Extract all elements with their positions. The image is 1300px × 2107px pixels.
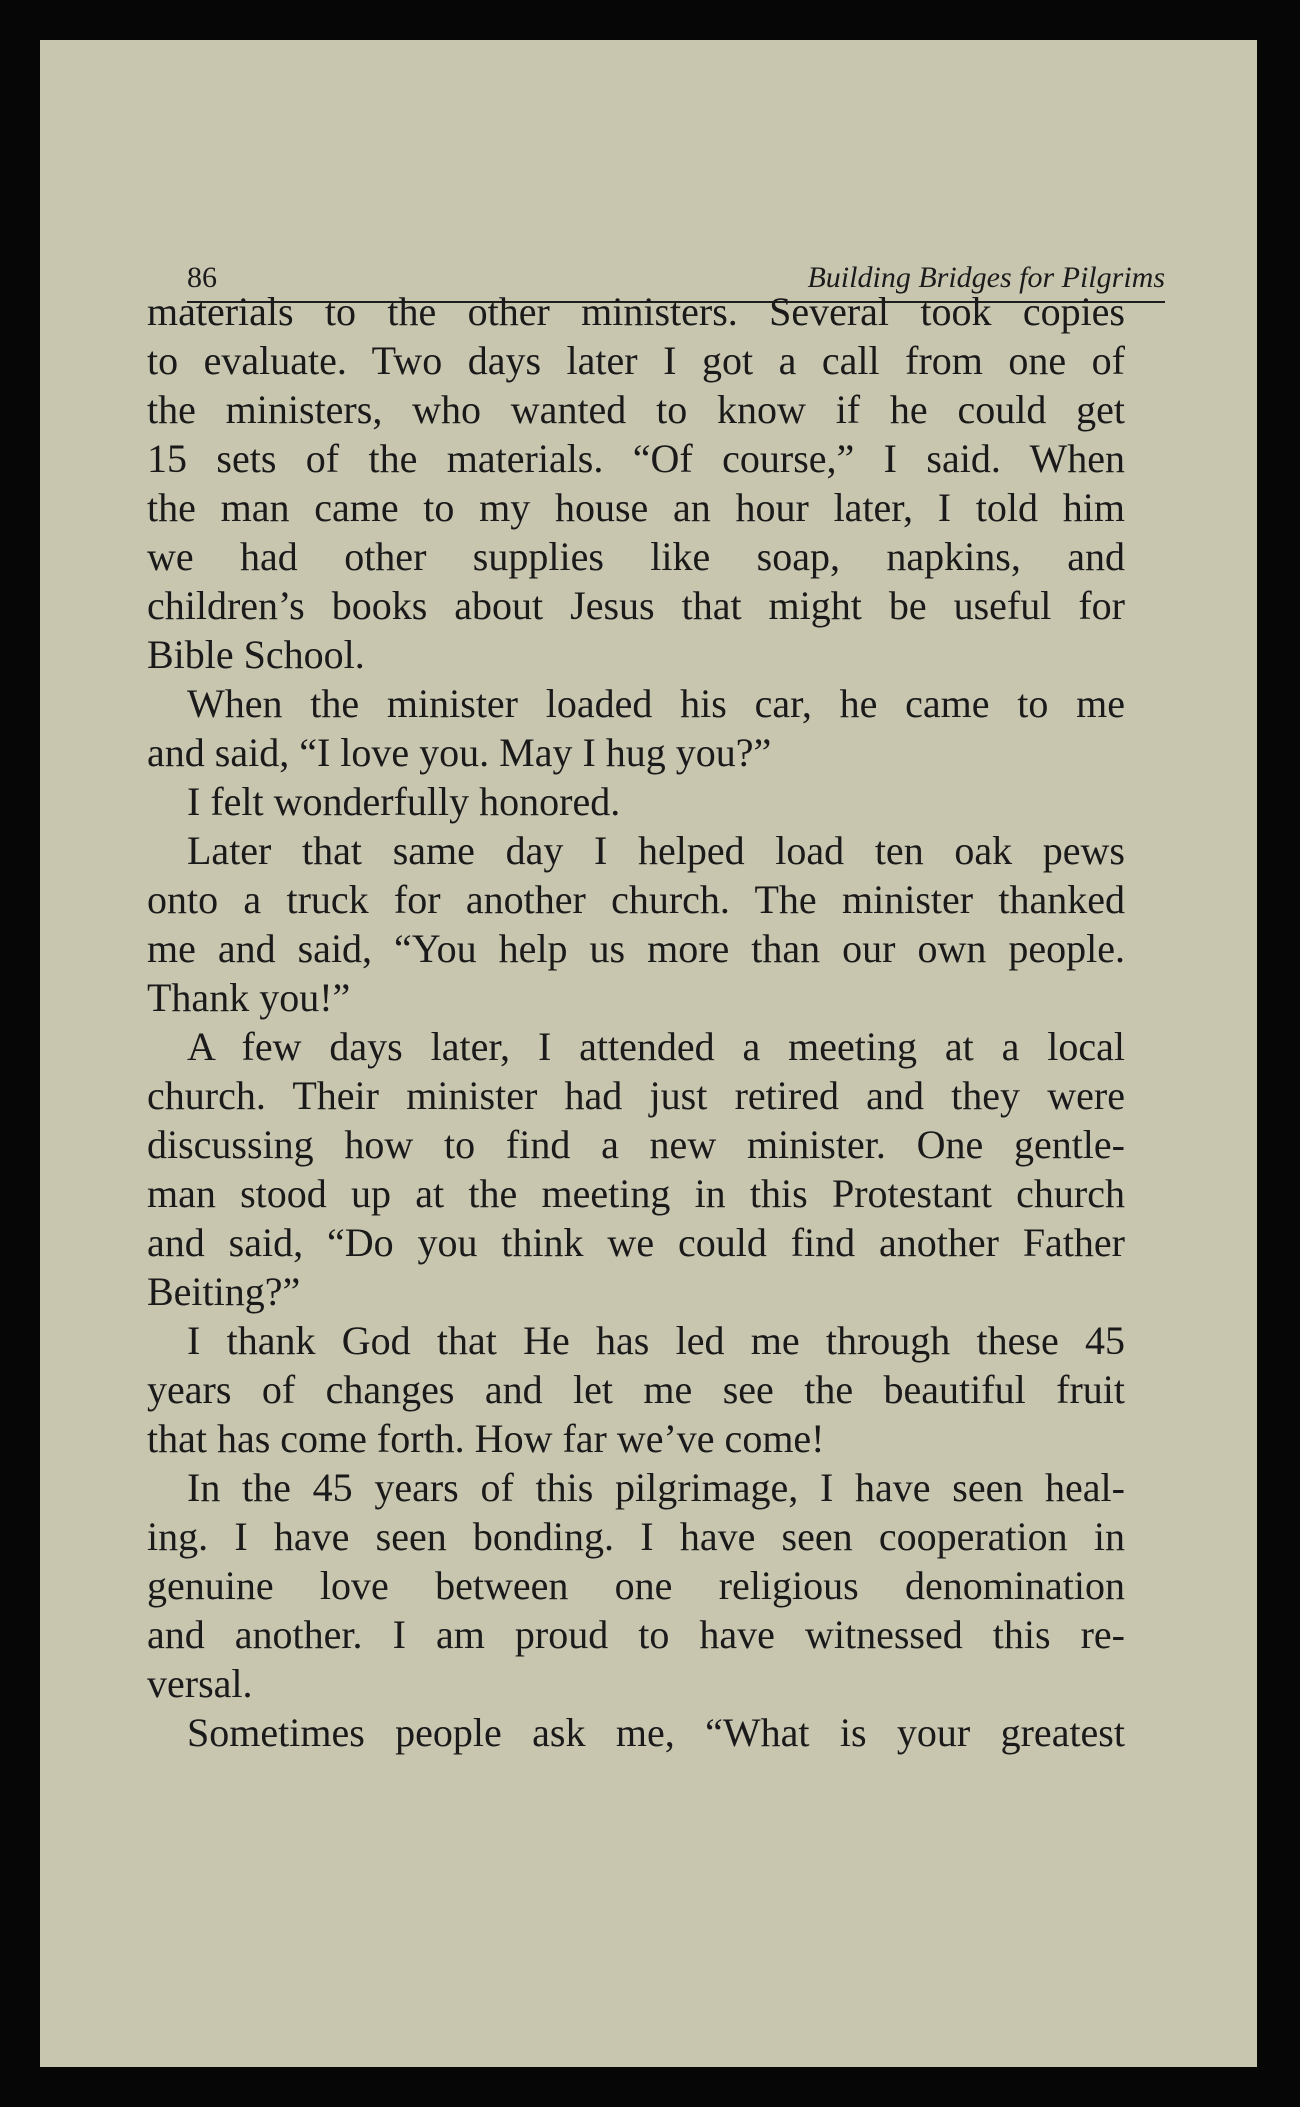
text-line: When the minister loaded his car, he came to me bbox=[187, 681, 1125, 726]
text-line: and said, “Do you think we could find another Father bbox=[147, 1220, 1125, 1265]
text-line: we had other supplies like soap, napkins, and bbox=[147, 534, 1125, 579]
text-line: ing. I have seen bonding. I have seen cooperation in bbox=[147, 1514, 1125, 1559]
text-line: me and said, “You help us more than our own people. bbox=[147, 926, 1125, 971]
text-line: to evaluate. Two days later I got a call from one of bbox=[147, 338, 1125, 383]
running-title: Building Bridges for Pilgrims bbox=[807, 261, 1165, 294]
text-line: Thank you!” bbox=[147, 975, 351, 1020]
text-line: I felt wonderfully honored. bbox=[187, 779, 621, 824]
text-line: 15 sets of the materials. “Of course,” I said. When bbox=[147, 436, 1125, 481]
text-line: versal. bbox=[147, 1661, 253, 1706]
text-line: children’s books about Jesus that might be useful for bbox=[147, 583, 1125, 628]
text-line: onto a truck for another church. The minister thanked bbox=[147, 877, 1125, 922]
text-line: the ministers, who wanted to know if he could get bbox=[147, 387, 1125, 432]
text-line: and said, “I love you. May I hug you?” bbox=[147, 730, 772, 775]
text-line: In the 45 years of this pilgrimage, I have seen heal- bbox=[187, 1465, 1125, 1510]
text-line: Later that same day I helped load ten oak pews bbox=[187, 828, 1125, 873]
page-number: 86 bbox=[187, 261, 217, 294]
text-line: years of changes and let me see the beautiful fruit bbox=[147, 1367, 1125, 1412]
text-line: and another. I am proud to have witnessed this re- bbox=[147, 1612, 1125, 1657]
text-line: I thank God that He has led me through these 45 bbox=[187, 1318, 1125, 1363]
text-line: Beiting?” bbox=[147, 1269, 301, 1314]
text-line: materials to the other ministers. Several took copies bbox=[147, 289, 1125, 334]
text-line: A few days later, I attended a meeting at a local bbox=[187, 1024, 1125, 1069]
text-line: the man came to my house an hour later, I told him bbox=[147, 485, 1125, 530]
text-line: discussing how to find a new minister. One gentle- bbox=[147, 1122, 1125, 1167]
text-line: that has come forth. How far we’ve come! bbox=[147, 1416, 825, 1461]
text-line: church. Their minister had just retired and they were bbox=[147, 1073, 1125, 1118]
body-text bbox=[147, 287, 1125, 1757]
text-line: Bible School. bbox=[147, 632, 365, 677]
text-line: Sometimes people ask me, “What is your greatest bbox=[187, 1710, 1125, 1755]
text-line: genuine love between one religious denomination bbox=[147, 1563, 1125, 1608]
text-line: man stood up at the meeting in this Protestant church bbox=[147, 1171, 1125, 1216]
